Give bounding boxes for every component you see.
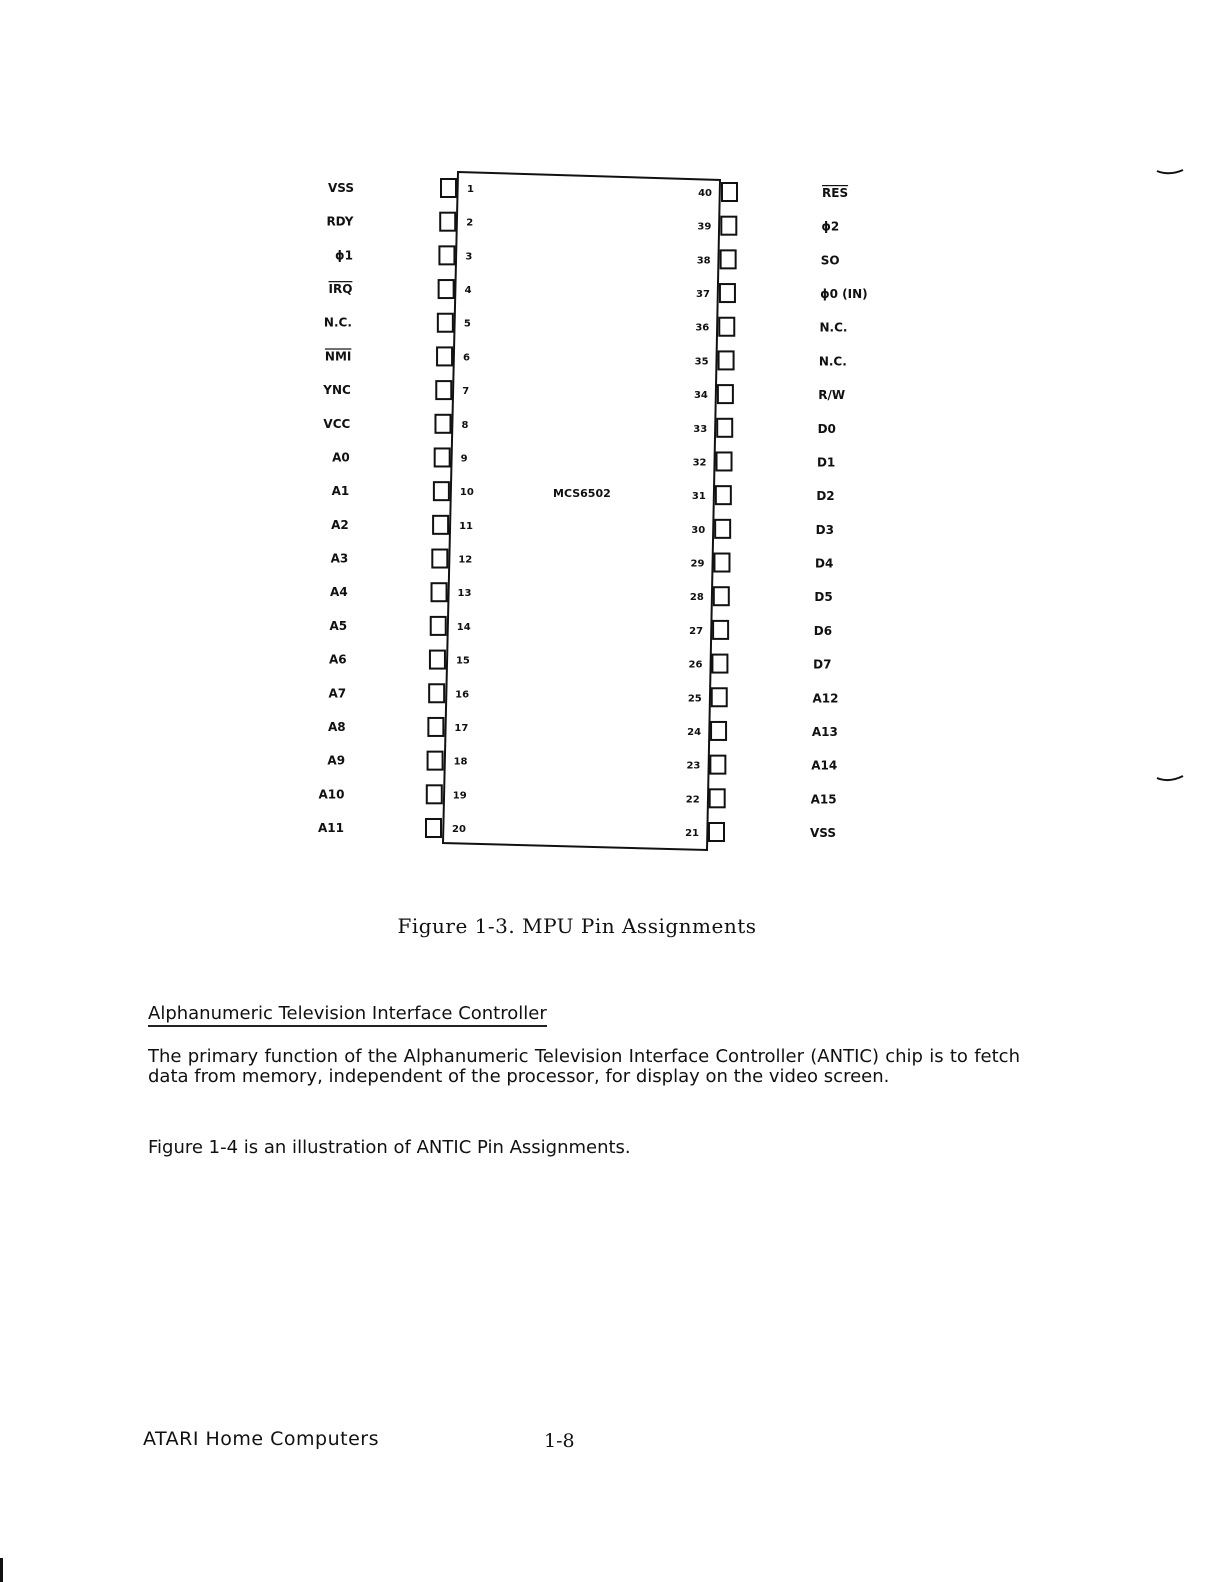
pin-label: ϕ2 — [821, 219, 840, 234]
chip-body — [443, 172, 720, 850]
pin-pad — [431, 617, 446, 635]
pin-label: A0 — [332, 450, 350, 465]
pin-pad — [429, 684, 444, 702]
pin-label: D6 — [813, 623, 833, 638]
pin-label: ϕ0 (IN) — [820, 287, 868, 302]
pin-label: A2 — [331, 517, 349, 532]
pin-pad — [717, 419, 732, 437]
pin-pad — [437, 347, 452, 365]
pin-number: 19 — [452, 790, 467, 802]
pin-number: 30 — [691, 524, 706, 536]
pin-pad — [432, 550, 447, 568]
pin-pad — [714, 587, 729, 605]
left-pin — [331, 516, 473, 534]
pin-number: 1 — [467, 184, 474, 195]
pin-number: 26 — [688, 659, 703, 671]
scan-mark — [0, 1558, 3, 1582]
pin-pad — [432, 583, 447, 601]
pin-label: A9 — [327, 753, 346, 768]
left-pin — [335, 246, 472, 264]
footer-title: ATARI Home Computers — [143, 1428, 379, 1450]
pin-label: A12 — [812, 691, 839, 706]
pin-label: N.C. — [323, 315, 352, 330]
pin-pad — [720, 284, 735, 302]
chip-name: MCS6502 — [553, 487, 611, 500]
pin-number: 35 — [694, 356, 709, 368]
pin-label: D5 — [814, 590, 833, 605]
pin-pad — [717, 452, 732, 470]
pin-pad — [710, 756, 725, 774]
pin-number: 34 — [693, 390, 708, 402]
pin-label: VCC — [323, 416, 351, 431]
pin-pad — [718, 385, 733, 403]
pin-label: A15 — [810, 792, 837, 807]
pin-pad — [430, 651, 445, 669]
pin-number: 25 — [687, 693, 702, 705]
pin-pad — [714, 554, 729, 572]
pin-number: 6 — [463, 352, 471, 364]
pin-number: 40 — [698, 188, 712, 199]
pin-number: 7 — [462, 386, 470, 398]
left-pin — [322, 381, 469, 399]
right-pin — [696, 284, 868, 302]
pin-pad — [716, 486, 731, 504]
body-paragraph-reference: Figure 1-4 is an illustration of ANTIC Pin Assignments. — [148, 1137, 631, 1158]
pin-label: A8 — [327, 719, 346, 734]
pin-number: 17 — [454, 722, 469, 734]
pin-pad — [433, 516, 448, 534]
pin-number: 5 — [463, 318, 471, 330]
pin-label: N.C. — [818, 354, 847, 369]
pin-number: 27 — [689, 625, 704, 637]
pin-label: SO — [820, 253, 840, 268]
pin-number: 38 — [696, 255, 711, 267]
pin-label: A6 — [328, 652, 347, 667]
pin-pad — [427, 785, 442, 803]
body-paragraph: The primary function of the Alphanumeric Television Interface Controller (ANTIC) chip is to fetch data from memory, independent of the processor, for display on the video screen. — [148, 1046, 1020, 1087]
pin-pad — [434, 482, 449, 500]
pin-label: A3 — [330, 551, 349, 566]
pin-pad — [719, 318, 734, 336]
pin-pad — [436, 381, 451, 399]
pin-label: A7 — [328, 686, 347, 701]
pin-pad — [426, 819, 441, 837]
pin-number: 22 — [685, 794, 700, 806]
pin-label: IRQ — [328, 282, 353, 297]
pin-label: R/W — [818, 388, 846, 403]
pin-number: 24 — [687, 726, 702, 738]
pin-label: A14 — [811, 758, 838, 773]
pin-label: ϕ1 — [335, 248, 353, 263]
pin-pad — [712, 655, 727, 673]
pin-pad — [440, 213, 455, 231]
pin-number: 15 — [455, 655, 470, 667]
pin-pad — [711, 722, 726, 740]
left-pin — [328, 179, 474, 197]
pin-label: NMI — [324, 349, 352, 364]
pin-number: 36 — [695, 322, 710, 334]
pin-number: 32 — [692, 457, 707, 469]
pin-number: 12 — [458, 554, 473, 566]
pin-number: 37 — [696, 289, 710, 301]
pin-label: A4 — [330, 585, 348, 600]
pin-pad — [428, 752, 443, 770]
scan-mark — [1155, 772, 1185, 786]
pin-number: 33 — [693, 423, 708, 435]
pin-label: D3 — [815, 522, 834, 537]
pin-pad — [721, 217, 736, 235]
pin-label: RDY — [326, 214, 354, 229]
left-pin — [324, 314, 471, 332]
pin-label: D1 — [816, 455, 836, 470]
pin-pad — [435, 448, 450, 466]
section-heading: Alphanumeric Television Interface Controller — [148, 1003, 547, 1027]
pin-pad — [441, 179, 456, 197]
pin-number: 20 — [452, 824, 466, 835]
left-pin — [323, 415, 468, 433]
page-number: 1-8 — [544, 1430, 575, 1452]
pin-pad — [438, 314, 453, 332]
pin-pad — [713, 621, 728, 639]
right-pin-group — [685, 183, 868, 841]
pin-pad — [435, 415, 450, 433]
pin-label: D7 — [813, 657, 832, 672]
pin-label: VSS — [327, 181, 354, 195]
scan-mark — [1155, 165, 1185, 179]
left-pin — [329, 651, 470, 669]
pin-label: D4 — [815, 556, 834, 571]
pin-number: 29 — [690, 558, 705, 570]
pin-number: 39 — [697, 221, 712, 233]
pin-pad — [721, 250, 736, 268]
left-pin — [330, 583, 471, 601]
left-pin — [332, 482, 474, 500]
pin-pad — [722, 183, 737, 201]
pin-label: A11 — [318, 821, 344, 835]
pin-number: 10 — [459, 487, 474, 499]
pin-pad — [715, 520, 730, 538]
left-pin — [328, 718, 468, 736]
pin-number: 23 — [686, 760, 701, 772]
left-pin — [331, 550, 473, 568]
pin-label: N.C. — [819, 320, 848, 335]
left-pin — [330, 617, 471, 635]
left-pin — [325, 347, 470, 365]
pin-label: D0 — [817, 421, 836, 436]
pin-label: RES — [822, 186, 849, 200]
pin-number: 2 — [466, 217, 474, 229]
pin-pad — [428, 718, 443, 736]
pin-label: A10 — [318, 787, 345, 802]
pin-pad — [439, 246, 454, 264]
left-pin — [329, 280, 472, 298]
pin-number: 28 — [689, 592, 704, 604]
pin-number: 11 — [459, 520, 474, 532]
pin-number: 4 — [464, 285, 472, 297]
pin-label: A1 — [331, 484, 350, 499]
pin-number: 16 — [455, 689, 470, 701]
pin-number: 18 — [453, 756, 468, 768]
left-pin — [326, 213, 473, 231]
pin-label: A13 — [811, 724, 838, 739]
pin-pad — [712, 688, 727, 706]
pin-pad — [710, 789, 725, 807]
pin-number: 9 — [460, 453, 468, 465]
pin-number: 21 — [685, 828, 699, 839]
pin-number: 8 — [461, 419, 469, 431]
pin-label: A5 — [329, 618, 348, 633]
pin-number: 14 — [456, 621, 471, 633]
pin-number: 3 — [465, 251, 473, 263]
left-pin — [332, 448, 468, 466]
figure-caption: Figure 1-3. MPU Pin Assignments — [397, 914, 757, 938]
pin-pad — [439, 280, 454, 298]
pin-label: YNC — [323, 383, 351, 398]
pin-label: VSS — [810, 826, 837, 840]
pin-pad — [719, 351, 734, 369]
pin-label: D2 — [816, 489, 835, 504]
left-pin — [328, 684, 469, 702]
pin-number: 13 — [457, 588, 472, 600]
pin-pad — [709, 823, 724, 841]
left-pin — [327, 752, 467, 770]
pin-number: 31 — [691, 491, 706, 503]
